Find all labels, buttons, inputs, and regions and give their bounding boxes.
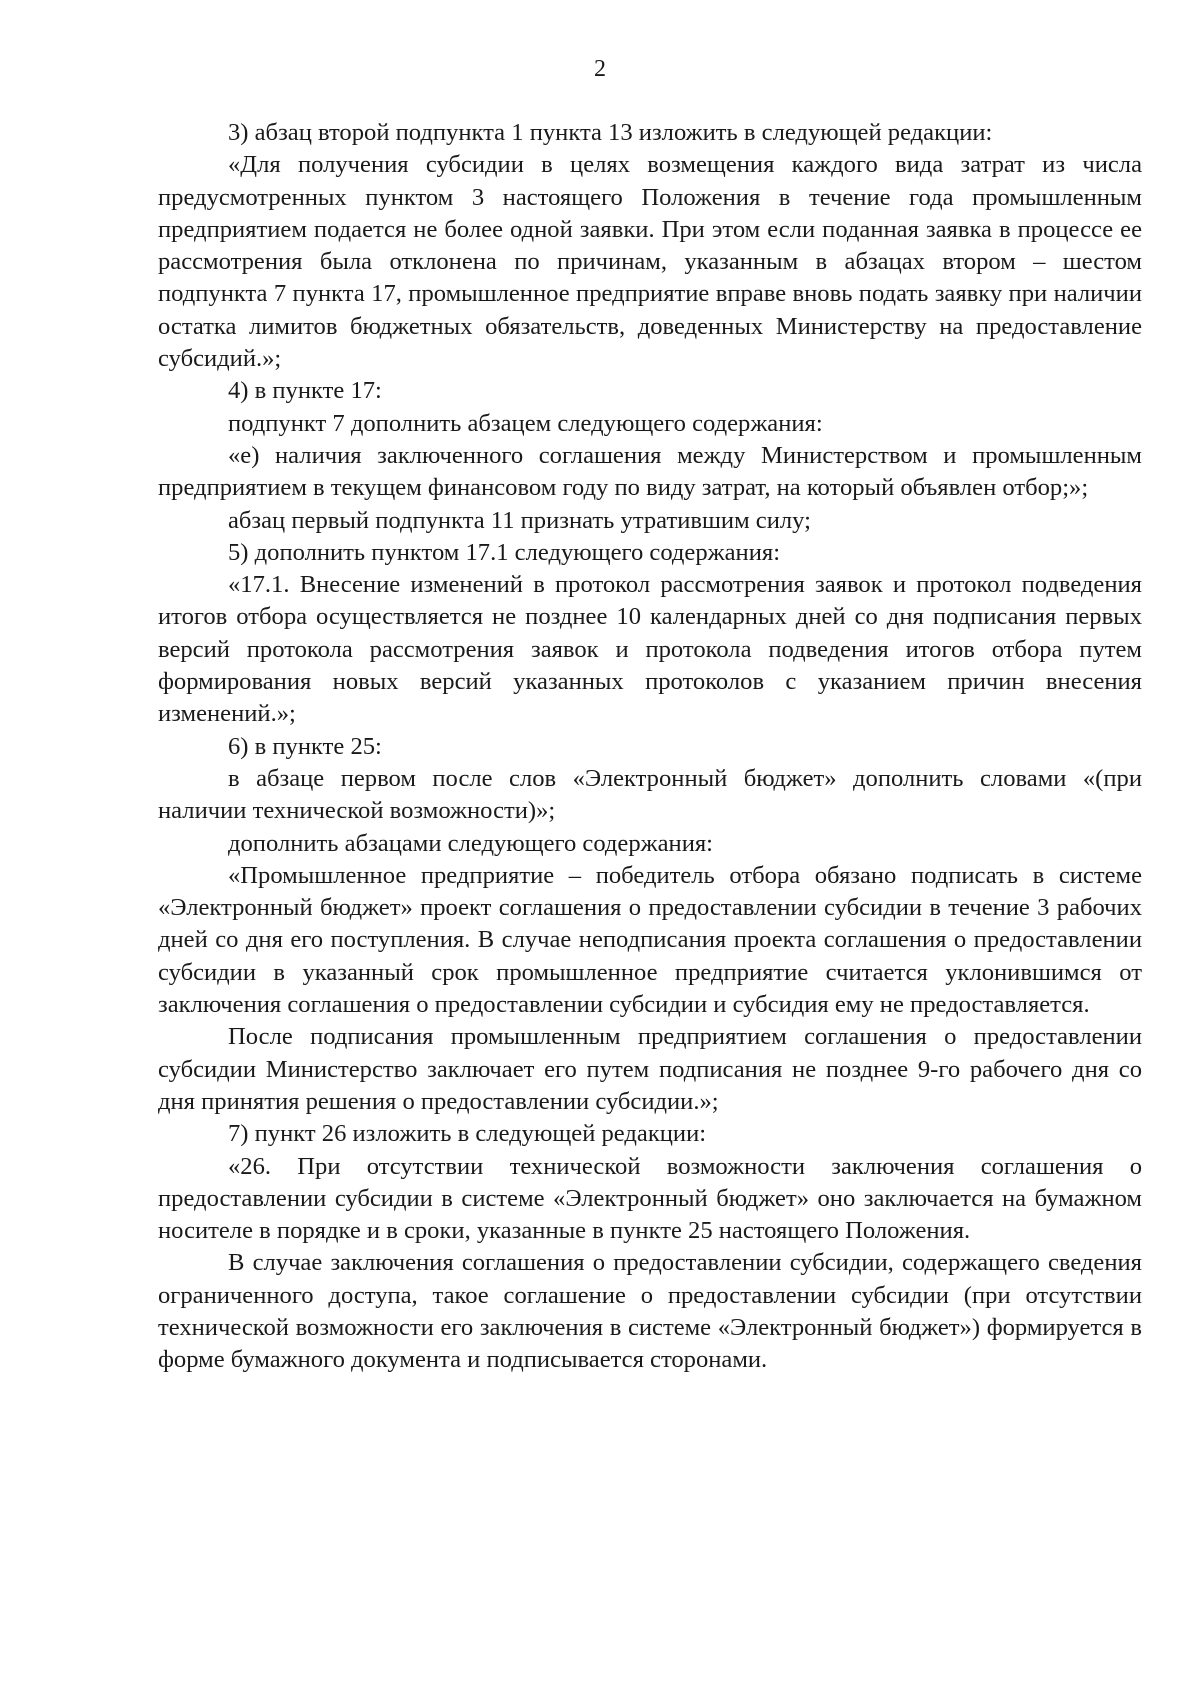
paragraph-amendment-4: 4) в пункте 17: bbox=[228, 377, 382, 405]
paragraph-amendment-4-sub7: подпункт 7 дополнить абзацем следующего содержания: bbox=[228, 409, 823, 437]
paragraph-amendment-4-sub11: абзац первый подпункта 11 признать утратившим силу; bbox=[228, 506, 811, 534]
paragraph-amendment-3: 3) абзац второй подпункта 1 пункта 13 изложить в следующей редакции: bbox=[228, 119, 993, 146]
paragraph-amendment-6: 6) в пункте 25: bbox=[228, 732, 382, 760]
paragraph-amendment-6-text-2: После подписания промышленным предприятием соглашения о предоставлении субсидии Министерство заключает его путем подписания не позднее 9-го рабочего дня со дня принятия решения о предоставлении субсидии.»; bbox=[158, 1023, 1142, 1115]
paragraph-amendment-7: 7) пункт 26 изложить в следующей редакции: bbox=[228, 1120, 707, 1148]
document-body bbox=[158, 117, 1142, 1377]
paragraph-amendment-7-text-2: В случае заключения соглашения о предоставлении субсидии, содержащего сведения ограниченного доступа, такое соглашение о предоставлении субсидии (при отсутствии технической возможности его заключения в системе «Электронный бюджет») формируется в форме бумажного документа и подписывается сторонами. bbox=[158, 1249, 1142, 1374]
paragraph-amendment-5-text: «17.1. Внесение изменений в протокол рассмотрения заявок и протокол подведения итогов отбора осуществляется не позднее 10 календарных дней со дня подписания первых версий протокола рассмотрения заявок и протокола подведения итогов отбора путем формирования новых версий указанных протоколов с указанием причин внесения изменений.»; bbox=[158, 571, 1142, 728]
paragraph-amendment-5: 5) дополнить пунктом 17.1 следующего содержания: bbox=[228, 538, 781, 566]
paragraph-amendment-6-text-1: «Промышленное предприятие – победитель отбора обязано подписать в системе «Электронный бюджет» проект соглашения о предоставлении субсидии в течение 3 рабочих дней со дня его поступления. В случае неподписания проекта соглашения о предоставлении субсидии в указанный срок промышленное предприятие считается уклонившимся от заключения соглашения о предоставлении субсидии и субсидия ему не предоставляется. bbox=[158, 861, 1142, 1019]
paragraph-amendment-6-first: в абзаце первом после слов «Электронный бюджет» дополнить словами «(при наличии технической возможности)»; bbox=[158, 764, 1142, 825]
paragraph-amendment-3-text: «Для получения субсидии в целях возмещения каждого вида затрат из числа предусмотренных пунктом 3 настоящего Положения в течение года промышленным предприятием подается не более одной заявки. При этом если поданная заявка в процессе ее рассмотрения была отклонена по причинам, указанным в абзацах втором – шестом подпункта 7 пункта 17, промышленное предприятие вправе вновь подать заявку при наличии остатка лимитов бюджетных обязательств, доведенных Министерству на предоставление субсидий.»; bbox=[158, 151, 1142, 373]
page-number: 2 bbox=[594, 56, 606, 82]
paragraph-amendment-4-sub7-text: «е) наличия заключенного соглашения между Министерством и промышленным предприятием в текущем финансовом году по виду затрат, на который объявлен отбор;»; bbox=[158, 441, 1142, 502]
paragraph-amendment-6-add: дополнить абзацами следующего содержания: bbox=[228, 829, 714, 857]
paragraph-amendment-7-text-1: «26. При отсутствии технической возможности заключения соглашения о предоставлении субсидии в системе «Электронный бюджет» оно заключается на бумажном носителе в порядке и в сроки, указанные в пункте 25 настоящего Положения. bbox=[158, 1152, 1142, 1245]
